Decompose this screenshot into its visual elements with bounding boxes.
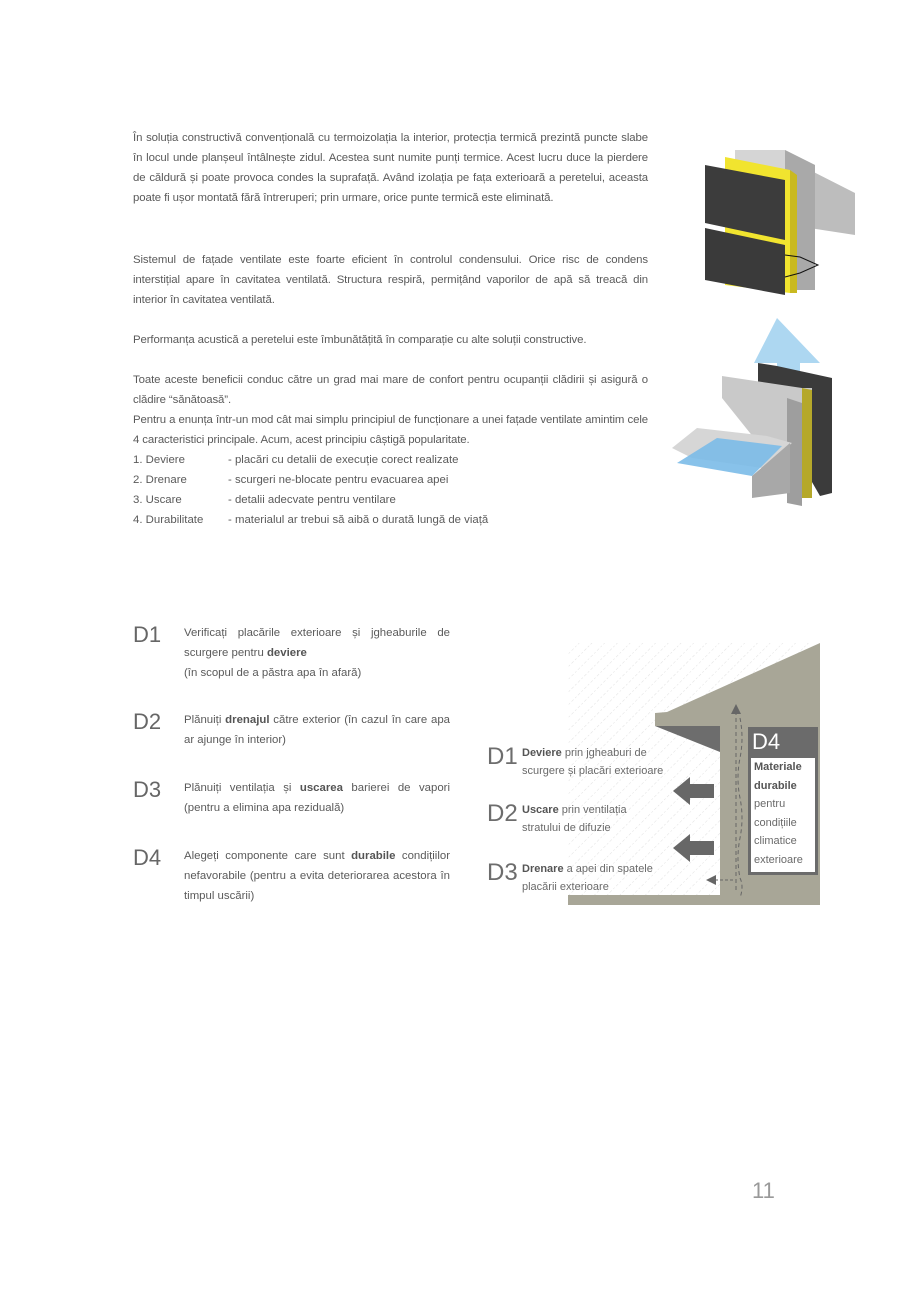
d4-number: D4 [752,729,781,754]
d-text: Alegeți componente care sunt durabile condițiilor nefavorabile (pentru a evita deteriorarea acestora în timpul uscării) [184,850,450,902]
d-text: Uscare prin ventilația stratului de difuzie [522,804,627,834]
d-text: Plănuiți ventilația și uscarea barierei de vapori (pentru a elimina apa reziduală) [184,782,450,814]
principle-desc: - detalii adecvate pentru ventilare [228,494,396,506]
paragraph-principles-intro: Pentru a enunța într-un mod cât mai simplu principiul de funcționare a unei fațade ventilate amintim cele 4 caracteristici principale. Acum, acest principiu câștigă popularitate. [133,414,648,446]
principle-name: 2. Drenare [133,474,187,486]
d-text: Verificați placările exterioare și jgheaburile de scurgere pentru deviere (în scopul de a păstra apa în afară) [184,627,450,679]
d-number: D1 [133,622,162,647]
principle-desc: - materialul ar trebui să aibă o durată lungă de viață [228,514,489,526]
d4-durable-box [748,727,818,875]
diagram-label-d3 [487,860,682,896]
d-number: D3 [133,777,162,802]
d-number: D2 [487,800,518,827]
paragraph-acoustics: Performanța acustică a peretelui este îmbunătățită în comparație cu alte soluții constructive. [133,334,587,346]
principle-desc: - placări cu detalii de execuție corect realizate [228,454,459,466]
d-number: D4 [133,845,162,870]
d-number: D1 [487,743,518,770]
d-text: Deviere prin jgheaburi de scurgere și placări exterioare [522,747,664,777]
paragraph-comfort: Toate aceste beneficii conduc către un grad mai mare de confort pentru ocupanții clădirii și asigură o clădire “sănătoasă”. [133,374,648,406]
paragraph-condensation: Sistemul de fațade ventilate este foarte eficient în controlul condensului. Orice risc de condens interstițial apare în cavitatea ventilată. Structura respiră, permițând vaporilor de apă să treacă din interior în cavitatea ventilată. [133,254,648,306]
d-number: D2 [133,709,162,734]
base [568,895,820,905]
principle-name: 3. Uscare [133,494,182,506]
d-number: D3 [487,859,518,886]
page-number: 11 [752,1178,775,1203]
principle-name: 4. Durabilitate [133,514,204,526]
paragraph-thermal-bridges: În soluția constructivă convențională cu termoizolația la interior, protecția termică prezintă puncte slabe în locul unde planșeul întâlnește zidul. Acestea sunt numite punți termice. Acest lucru duce la pierdere de căldură și poate provoca condes la suprafață. Având izolația pe fața exterioară a peretelui, aceasta poate fi ușor montată fără întreruperi; prin urmare, orice punte termică este eliminată. [133,132,648,204]
d-text: Drenare a apei din spatele placării exterioare [522,863,653,893]
d-text: Plănuiți drenajul către exterior (în cazul în care apa ar ajunge în interior) [184,714,450,746]
d4-text: Materiale durabile pentru condițiile climatice exterioare [751,758,815,872]
principle-name: 1. Deviere [133,454,185,466]
principle-desc: - scurgeri ne-blocate pentru evacuarea apei [228,474,449,486]
diagram-label-d2 [487,801,652,837]
diagram-label-d1 [487,744,692,780]
